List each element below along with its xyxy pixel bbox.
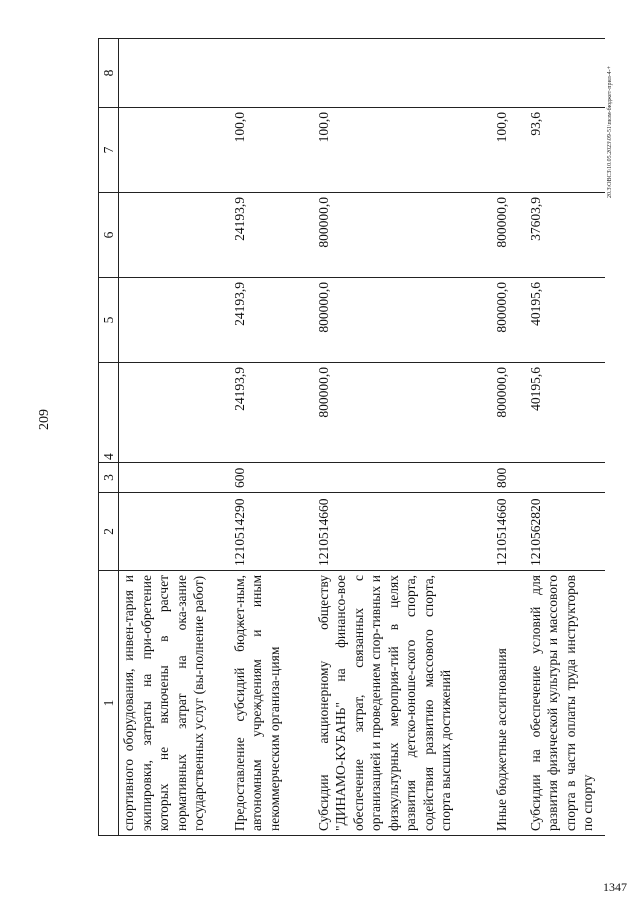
- row-col7: [119, 193, 225, 278]
- row-group: 800: [487, 463, 521, 493]
- row-extra: [521, 39, 605, 108]
- row-group: [309, 463, 487, 493]
- row-extra: [119, 39, 225, 108]
- row-col8: 93,6: [521, 108, 605, 193]
- row-group: [119, 463, 225, 493]
- table-row: [521, 39, 605, 836]
- sheet-number: 1347: [603, 880, 627, 894]
- row-extra: [487, 39, 521, 108]
- column-number-header: [99, 39, 119, 836]
- rotated-table-block: [98, 39, 595, 836]
- row-col7: 800000,0: [487, 193, 521, 278]
- row-code: 1210514290: [225, 493, 309, 571]
- row-col8: 100,0: [487, 108, 521, 193]
- row-code: 1210562820: [521, 493, 605, 571]
- row-col8: [119, 108, 225, 193]
- row-col5: 800000,0: [309, 363, 487, 463]
- row-code: 1210514660: [309, 493, 487, 571]
- table-row: [119, 39, 225, 836]
- row-col6: 800000,0: [487, 278, 521, 363]
- row-col8: 100,0: [309, 108, 487, 193]
- row-code: 1210514660: [487, 493, 521, 571]
- budget-table: [98, 38, 605, 836]
- table-row: [487, 39, 521, 836]
- row-col6: [119, 278, 225, 363]
- page-number: 209: [37, 409, 52, 430]
- row-col6: 40195,6: [521, 278, 605, 363]
- row-name: спортивного оборудования, инвен-тария и экипировки, затраты на при-обретение которых не включены в расчет нормативных затрат на ока-зание государственных услуг (вы-полнение работ): [119, 571, 225, 836]
- col-head-6: 6: [99, 193, 119, 278]
- row-extra: [225, 39, 309, 108]
- table-row: [309, 39, 487, 836]
- col-head-5: 5: [99, 278, 119, 363]
- row-code: [119, 493, 225, 571]
- row-name: Субсидии на обеспечение условий для развития физической культуры и массового спорта в части оплаты труда инструкторов по спорту: [521, 571, 605, 836]
- row-name: Субсидии акционерному обществу "ДИНАМО-КУБАНЬ" на финансо-вое обеспечение затрат, связанных с организацией и проведением спор-тивных и физкультурных мероприя-тий в целях развития детско-юноше-ского спорта, содействия развитию массового спорта, спорта высших достижений: [309, 571, 487, 836]
- row-col7: 37603,9: [521, 193, 605, 278]
- row-col6: 800000,0: [309, 278, 487, 363]
- row-extra: [309, 39, 487, 108]
- table-row: [225, 39, 309, 836]
- row-col5: 800000,0: [487, 363, 521, 463]
- row-name: Иные бюджетные ассигнования: [487, 571, 521, 836]
- row-col7: 24193,9: [225, 193, 309, 278]
- row-group: 600: [225, 463, 309, 493]
- col-head-8: 8: [99, 39, 119, 108]
- col-head-2: 2: [99, 493, 119, 571]
- file-stamp: 20.3\ОВСЗ\10.05.2023\09-51\пкзм-бюджет-прил-4-+: [607, 65, 613, 198]
- row-col7: 800000,0: [309, 193, 487, 278]
- row-col5: 24193,9: [225, 363, 309, 463]
- col-head-3: 3: [99, 463, 119, 493]
- row-col5: [119, 363, 225, 463]
- row-col8: 100,0: [225, 108, 309, 193]
- col-head-1: 1: [99, 571, 119, 836]
- col-head-4: 4: [99, 363, 119, 463]
- col-head-7: 7: [99, 108, 119, 193]
- row-name: Предоставление субсидий бюджет-ным, автономным учреждениям и иным некоммерческим организа-циям: [225, 571, 309, 836]
- row-col5: 40195,6: [521, 363, 605, 463]
- row-col6: 24193,9: [225, 278, 309, 363]
- row-group: [521, 463, 605, 493]
